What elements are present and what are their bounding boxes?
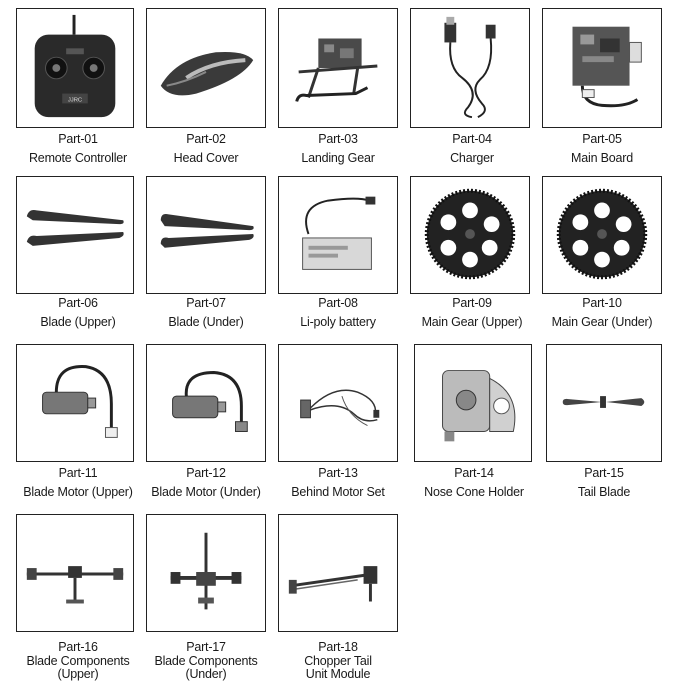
part-number: Part-12 — [186, 466, 226, 480]
part-number: Part-09 — [452, 296, 492, 310]
part-label — [538, 466, 670, 500]
part-number: Part-08 — [318, 296, 358, 310]
part-name: Main Board — [571, 151, 633, 165]
part-name: Blade (Under) — [168, 315, 244, 329]
part-image-frame — [278, 8, 398, 128]
part-number: Part-02 — [186, 132, 226, 146]
part-image-frame — [410, 176, 530, 294]
part-name-line2: Unit Module — [305, 667, 371, 681]
motor-upper-icon — [17, 345, 133, 461]
part-label — [140, 466, 272, 500]
part-image-frame — [542, 176, 662, 294]
part-number: Part-17 — [186, 640, 226, 654]
part-image-frame — [278, 176, 398, 294]
part-label — [12, 296, 144, 330]
part-label — [272, 466, 404, 500]
blade-components-under-icon — [147, 515, 265, 631]
part-name: Li-poly battery — [300, 315, 376, 329]
part-label — [12, 466, 144, 500]
part-image-frame — [542, 8, 662, 128]
part-label — [12, 132, 144, 166]
part-image-frame — [414, 344, 532, 462]
part-number: Part-15 — [584, 466, 624, 480]
svg-text:JJRC: JJRC — [67, 97, 83, 104]
blade-under-icon — [147, 177, 265, 293]
tail-blade-icon — [547, 345, 661, 461]
part-name: Behind Motor Set — [291, 485, 385, 499]
part-label — [272, 296, 404, 330]
part-image-frame — [146, 514, 266, 632]
part-label — [406, 296, 538, 330]
part-name: Landing Gear — [301, 151, 375, 165]
part-name: Blade (Upper) — [40, 315, 116, 329]
part-image-frame — [546, 344, 662, 462]
part-label — [408, 466, 540, 500]
part-name-line2: (Under) — [185, 667, 227, 681]
part-image-frame — [410, 8, 530, 128]
part-image-frame — [16, 514, 134, 632]
part-image-frame — [146, 176, 266, 294]
part-number: Part-10 — [582, 296, 622, 310]
tail-motor-icon — [279, 345, 397, 461]
part-name: Tail Blade — [577, 485, 631, 499]
part-number: Part-03 — [318, 132, 358, 146]
blade-components-upper-icon — [17, 515, 133, 631]
part-label — [536, 296, 668, 330]
gear-upper-icon — [411, 177, 529, 293]
part-number: Part-01 — [58, 132, 98, 146]
part-number: Part-05 — [582, 132, 622, 146]
part-name: Remote Controller — [28, 151, 128, 165]
part-number: Part-06 — [58, 296, 98, 310]
part-image-frame — [146, 8, 266, 128]
main-board-icon — [543, 9, 661, 127]
part-image-frame — [16, 176, 134, 294]
head-cover-icon — [147, 9, 265, 127]
part-name: Nose Cone Holder — [424, 485, 524, 499]
part-image-frame — [146, 344, 266, 462]
part-label — [12, 640, 144, 681]
remote-controller-icon — [17, 9, 133, 127]
part-name: Blade Motor (Upper) — [23, 485, 133, 499]
part-number: Part-11 — [58, 466, 98, 480]
chopper-tail-icon — [279, 515, 397, 631]
part-name: Blade Components — [26, 654, 130, 668]
part-image-frame — [16, 344, 134, 462]
part-image-frame — [278, 344, 398, 462]
motor-under-icon — [147, 345, 265, 461]
part-image-frame — [278, 514, 398, 632]
part-label — [536, 132, 668, 166]
part-name: Blade Motor (Under) — [151, 485, 261, 499]
part-name-line2: (Upper) — [57, 667, 99, 681]
part-label — [406, 132, 538, 166]
part-number: Part-07 — [186, 296, 226, 310]
part-name: Main Gear (Upper) — [421, 315, 523, 329]
part-image-frame — [16, 8, 134, 128]
part-number: Part-13 — [318, 466, 358, 480]
blade-upper-icon — [17, 177, 133, 293]
charger-icon — [411, 9, 529, 127]
nose-cone-holder-icon — [415, 345, 531, 461]
part-label — [140, 296, 272, 330]
part-number: Part-16 — [58, 640, 98, 654]
part-name: Blade Components — [154, 654, 258, 668]
part-label — [272, 640, 404, 681]
part-number: Part-04 — [452, 132, 492, 146]
gear-under-icon — [543, 177, 661, 293]
battery-icon — [279, 177, 397, 293]
part-name: Charger — [450, 151, 494, 165]
part-label — [140, 132, 272, 166]
part-name: Main Gear (Under) — [551, 315, 653, 329]
part-name: Head Cover — [173, 151, 239, 165]
part-number: Part-14 — [454, 466, 494, 480]
landing-gear-icon — [279, 9, 397, 127]
part-number: Part-18 — [318, 640, 358, 654]
part-name: Chopper Tail — [304, 654, 372, 668]
part-label — [272, 132, 404, 166]
part-label — [140, 640, 272, 681]
